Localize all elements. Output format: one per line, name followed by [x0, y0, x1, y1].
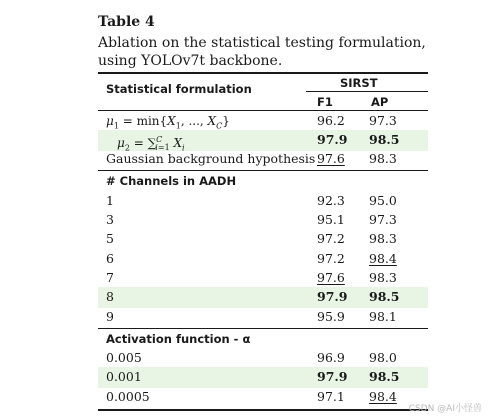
- row-label: 7: [106, 270, 114, 285]
- cell-ap: 98.3: [369, 270, 397, 285]
- header-ap: AP: [371, 95, 389, 109]
- cell-ap: 98.4: [369, 251, 397, 266]
- cell-f1: 97.2: [317, 251, 345, 266]
- row-label-mu1: $\mu_1 = \min\{X_1$, ..., $X_C$}: [106, 114, 230, 131]
- table-title: Table 4: [98, 14, 155, 30]
- row-label: 0.005: [106, 350, 142, 365]
- cell-ap: 98.4: [369, 389, 397, 404]
- header-sirst: SIRST: [340, 76, 378, 90]
- cell-f1: 92.3: [317, 193, 345, 208]
- bottom-rule: [98, 409, 428, 411]
- watermark: CSDN @AI小怪兽: [408, 404, 482, 414]
- row-label: 9: [106, 309, 114, 324]
- cell-ap: 95.0: [369, 193, 397, 208]
- header-statistical-formulation: Statistical formulation: [106, 82, 252, 96]
- cell-f1: 97.9: [317, 369, 348, 384]
- cell-f1: 95.1: [317, 212, 345, 227]
- cell-f1: 97.9: [317, 132, 348, 147]
- cell-f1: 97.6: [317, 270, 345, 285]
- header-f1: F1: [317, 95, 333, 109]
- section-rule: [98, 170, 428, 171]
- table-caption: Ablation on the statistical testing formulation, using YOLOv7t backbone.: [98, 35, 426, 69]
- sirst-underline: [306, 91, 428, 92]
- row-label: 1: [106, 193, 114, 208]
- row-label: 5: [106, 231, 114, 246]
- section-title-activation: Activation function - α: [106, 332, 251, 346]
- cell-ap: 98.3: [369, 231, 397, 246]
- cell-ap: 98.1: [369, 309, 397, 324]
- cell-f1: 96.2: [317, 113, 345, 128]
- cell-f1: 95.9: [317, 309, 345, 324]
- cell-f1: 97.1: [317, 389, 345, 404]
- top-rule: [98, 72, 428, 74]
- cell-f1: 96.9: [317, 350, 345, 365]
- cell-ap: 98.5: [369, 369, 400, 384]
- row-label: 6: [106, 251, 114, 266]
- cell-ap: 98.5: [369, 132, 400, 147]
- row-label-gaussian: Gaussian background hypothesis: [106, 151, 316, 166]
- row-label: 0.001: [106, 369, 142, 384]
- header-rule: [98, 110, 428, 111]
- cell-f1: 97.2: [317, 231, 345, 246]
- cell-ap: 98.0: [369, 350, 397, 365]
- cell-ap: 98.5: [369, 289, 400, 304]
- cell-ap: 98.3: [369, 151, 397, 166]
- row-label-mu2: $\mu_2 = \sum^C_{i=1}$ $X_i$: [117, 135, 185, 153]
- cell-f1: 97.6: [317, 151, 345, 166]
- section-title-channels: # Channels in AADH: [106, 174, 237, 188]
- cell-f1: 97.9: [317, 289, 348, 304]
- row-label: 3: [106, 212, 114, 227]
- row-label: 8: [106, 289, 114, 304]
- cell-ap: 97.3: [369, 212, 397, 227]
- cell-ap: 97.3: [369, 113, 397, 128]
- row-label: 0.0005: [106, 389, 150, 404]
- section-rule: [98, 328, 428, 329]
